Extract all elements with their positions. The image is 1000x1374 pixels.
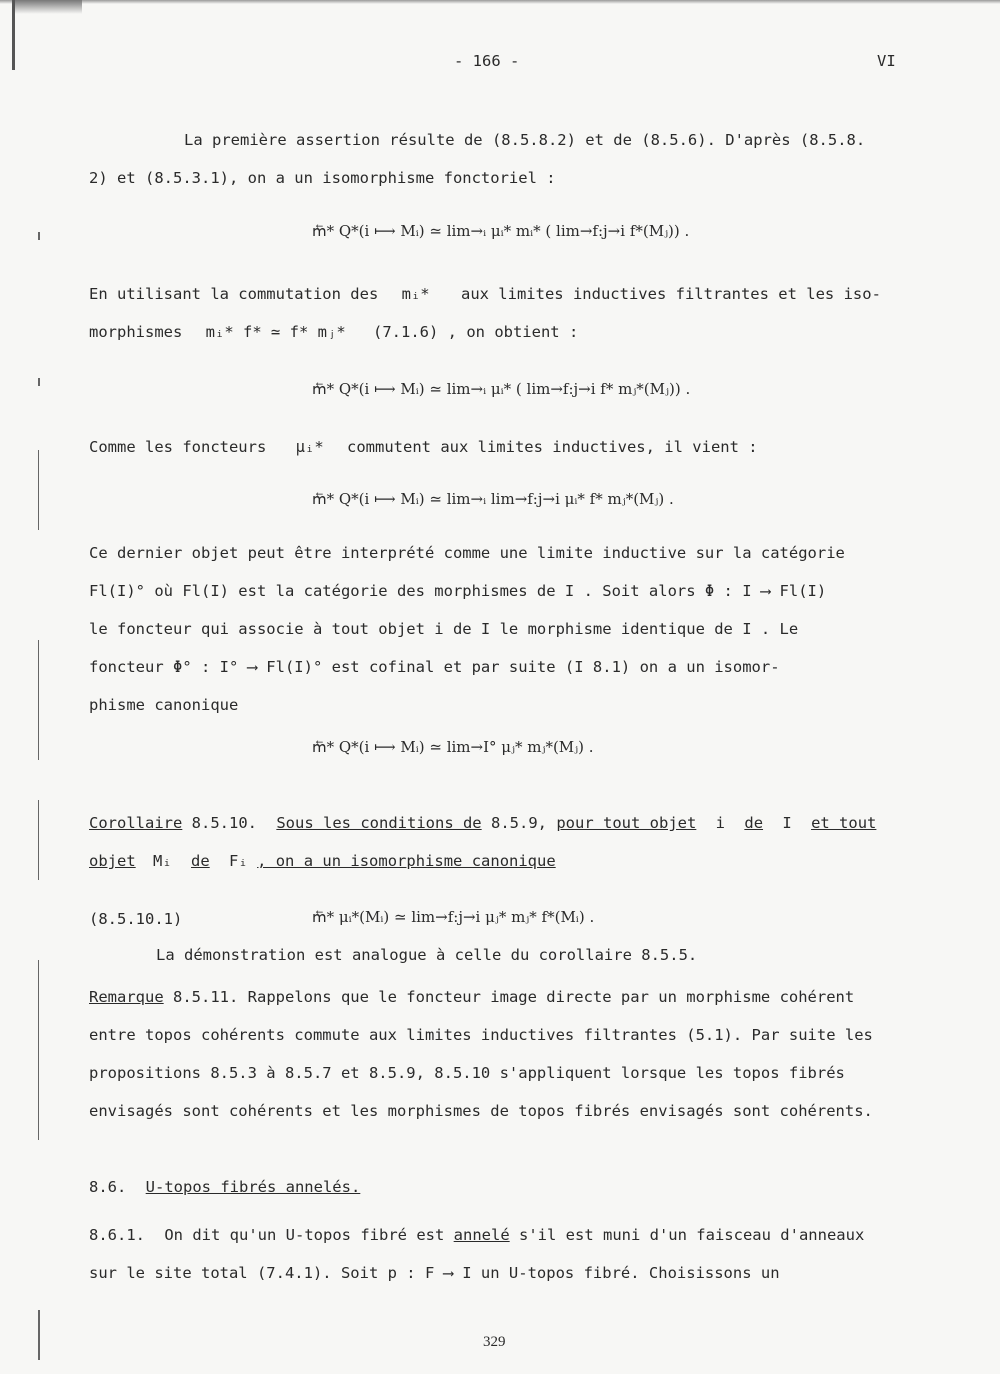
paragraph-line: En utilisant la commutation des mᵢ* aux limites inductives filtrantes et les iso- <box>89 285 881 303</box>
corollary-line-1: Corollaire 8.5.10. Sous les conditions de 8.5.9, pour tout objet i de I et tout <box>89 814 877 832</box>
scan-mark <box>38 450 39 530</box>
paragraph-line: propositions 8.5.3 à 8.5.7 et 8.5.9, 8.5.10 s'appliquent lorsque les topos fibrés <box>89 1064 845 1082</box>
chapter-label: VI <box>877 52 896 70</box>
paragraph-line: 8.6.1. On dit qu'un U-topos fibré est annelé s'il est muni d'un faisceau d'anneaux <box>89 1226 865 1244</box>
formula-3: m⃖* Q*(i ⟼ Mᵢ) ≃ lim→ᵢ lim→f:j→i μᵢ* f* mⱼ*(Mⱼ) . <box>312 490 674 508</box>
paragraph-line: 2) et (8.5.3.1), on a un isomorphisme fonctoriel : <box>89 169 556 187</box>
paragraph-line: Fl(I)° où Fl(I) est la catégorie des morphismes de I . Soit alors Φ : I ⟶ Fl(I) <box>89 582 827 600</box>
paragraph-line: foncteur Φ° : I° ⟶ Fl(I)° est cofinal et par suite (I 8.1) on a un isomor- <box>89 658 780 676</box>
formula-4: m⃖* Q*(i ⟼ Mᵢ) ≃ lim→I° μⱼ* mⱼ*(Mⱼ) . <box>312 738 594 756</box>
scan-mark <box>38 640 39 760</box>
paragraph-line: entre topos cohérents commute aux limites inductives filtrantes (5.1). Par suite les <box>89 1026 873 1044</box>
paragraph-line: La première assertion résulte de (8.5.8.2) et de (8.5.6). D'après (8.5.8. <box>184 131 866 149</box>
scan-mark <box>38 800 39 880</box>
page-number: 329 <box>483 1334 506 1350</box>
paragraph-line: Ce dernier objet peut être interprété comme une limite inductive sur la catégorie <box>89 544 845 562</box>
scan-edge-top <box>0 0 1000 4</box>
equation-label: (8.5.10.1) <box>89 910 183 928</box>
paragraph-line: La démonstration est analogue à celle du corollaire 8.5.5. <box>156 946 698 964</box>
scan-edge-left <box>12 0 15 70</box>
paragraph-line: phisme canonique <box>89 696 239 714</box>
paragraph-line: le foncteur qui associe à tout objet i de I le morphisme identique de I . Le <box>89 620 799 638</box>
paragraph-line: sur le site total (7.4.1). Soit p : F ⟶ I un U-topos fibré. Choisissons un <box>89 1264 780 1282</box>
paragraph-line: morphismes mᵢ* f* ≃ f* mⱼ* (7.1.6) , on obtient : <box>89 323 579 341</box>
scan-corner <box>12 0 82 14</box>
section-heading: 8.6. U-topos fibrés annelés. <box>89 1178 361 1196</box>
scan-mark <box>38 960 39 1140</box>
paragraph-line: envisagés sont cohérents et les morphismes de topos fibrés envisagés sont cohérents. <box>89 1102 873 1120</box>
page-label: - 166 - <box>454 52 520 70</box>
paragraph-line: Comme les foncteurs μᵢ* commutent aux limites inductives, il vient : <box>89 438 758 456</box>
formula-2: m⃖* Q*(i ⟼ Mᵢ) ≃ lim→ᵢ μᵢ* ( lim→f:j→i f* mⱼ*(Mⱼ)) . <box>312 380 691 398</box>
remark-line: Remarque 8.5.11. Rappelons que le foncteur image directe par un morphisme cohérent <box>89 988 855 1006</box>
scan-mark <box>38 232 40 240</box>
formula-1: m⃖* Q*(i ⟼ Mᵢ) ≃ lim→ᵢ μᵢ* mᵢ* ( lim→f:j→i f*(Mⱼ)) . <box>312 222 690 240</box>
formula-5: m⃖* μᵢ*(Mᵢ) ≃ lim→f:j→i μⱼ* mⱼ* f*(Mᵢ) . <box>312 908 595 926</box>
corollary-line-2: objet Mᵢ de Fᵢ , on a un isomorphisme canonique <box>89 852 556 870</box>
scan-mark <box>38 378 40 386</box>
scan-mark <box>38 1310 40 1360</box>
